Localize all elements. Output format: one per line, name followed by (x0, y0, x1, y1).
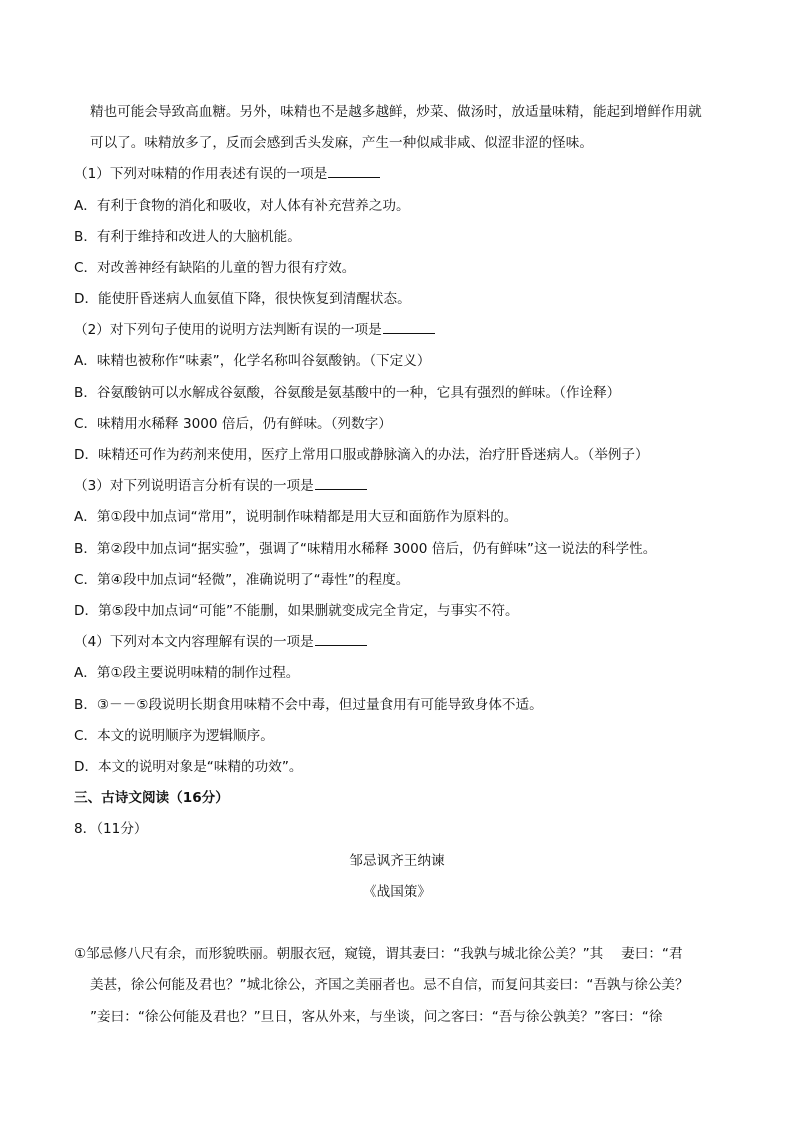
question-3-text: （3）对下列说明语言分析有误的一项是 (74, 478, 314, 494)
question-4-stem (74, 633, 367, 651)
poem-title: 邹忌讽齐王纳谏 (349, 853, 445, 869)
question-1-option-d: D．能使肝昏迷病人血氨值下降，很快恢复到清醒状态。 (74, 291, 411, 307)
question-1-text: （1）下列对味精的作用表述有误的一项是 (74, 166, 328, 182)
question-4-option-d: D．本文的说明对象是“味精的功效”。 (74, 759, 303, 775)
classical-text-line-2: 美甚，徐公何能及君也？”城北徐公，齐国之美丽者也。忌不自信，而复问其妾曰：“吾孰与徐公美？ (90, 977, 689, 993)
question-2-option-d: D．味精还可作为药剂来使用，医疗上常用口服或静脉滴入的办法，治疗肝昏迷病人。（举例子） (74, 447, 649, 463)
question-1-option-a: A．有利于食物的消化和吸收，对人体有补充营养之功。 (74, 198, 410, 214)
classical-text-line-1: ①邹忌修八尺有余，而形貌昳丽。朝服衣冠，窥镜，谓其妻曰：“我孰与城北徐公美？”其 妻曰：“君 (74, 946, 683, 962)
question-4-text: （4）下列对本文内容理解有误的一项是 (74, 634, 314, 650)
question-3-option-d: D．第⑤段中加点词“可能”不能删，如果删就变成完全肯定，与事实不符。 (74, 603, 519, 619)
answer-blank (328, 165, 380, 178)
answer-blank (383, 321, 435, 334)
answer-blank (315, 477, 367, 490)
question-2-text: （2）对下列句子使用的说明方法判断有误的一项是 (74, 322, 382, 338)
question-1-stem (74, 165, 380, 183)
poem-source: 《战国策》 (363, 884, 431, 900)
question-2-option-a: A．味精也被称作“味素”，化学名称叫谷氨酸钠。（下定义） (74, 353, 431, 369)
question-2-stem (74, 321, 435, 339)
question-3-option-b: B．第②段中加点词“据实验”，强调了“味精用水稀释 3000 倍后，仍有鲜味”这一说法的科学性。 (74, 541, 657, 557)
question-3-option-a: A．第①段中加点词“常用”，说明制作味精都是用大豆和面筋作为原料的。 (74, 509, 518, 525)
question-4-option-a: A．第①段主要说明味精的制作过程。 (74, 665, 300, 681)
passage-line-2: 可以了。味精放多了，反而会感到舌头发麻，产生一种似咸非咸、似涩非涩的怪味。 (90, 135, 593, 151)
question-2-option-b: B．谷氨酸钠可以水解成谷氨酸，谷氨酸是氨基酸中的一种，它具有强烈的鲜味。（作诠释） (74, 385, 621, 401)
question-2-option-c: C．味精用水稀释 3000 倍后，仍有鲜味。（列数字） (74, 416, 392, 432)
question-3-option-c: C．第④段中加点词“轻微”，准确说明了“毒性”的程度。 (74, 572, 410, 588)
question-1-option-b: B．有利于维持和改进人的大脑机能。 (74, 229, 301, 245)
question-3-stem (74, 477, 367, 495)
question-8-label: 8．（11分） (74, 821, 148, 837)
question-4-option-c: C．本文的说明顺序为逻辑顺序。 (74, 728, 274, 744)
section-heading: 三、古诗文阅读（16分） (74, 790, 229, 806)
classical-text-line-3: ”妾曰：“徐公何能及君也？”旦日，客从外来，与坐谈，问之客曰：“吾与徐公孰美？”客曰：“徐 (90, 1009, 663, 1025)
answer-blank (315, 633, 367, 646)
question-4-option-b: B．③－－⑤段说明长期食用味精不会中毒，但过量食用有可能导致身体不适。 (74, 697, 543, 713)
passage-line-1: 精也可能会导致高血糖。另外，味精也不是越多越鲜，炒菜、做汤时，放适量味精，能起到增鲜作用就 (90, 104, 702, 120)
question-1-option-c: C．对改善神经有缺陷的儿童的智力很有疗效。 (74, 260, 356, 276)
